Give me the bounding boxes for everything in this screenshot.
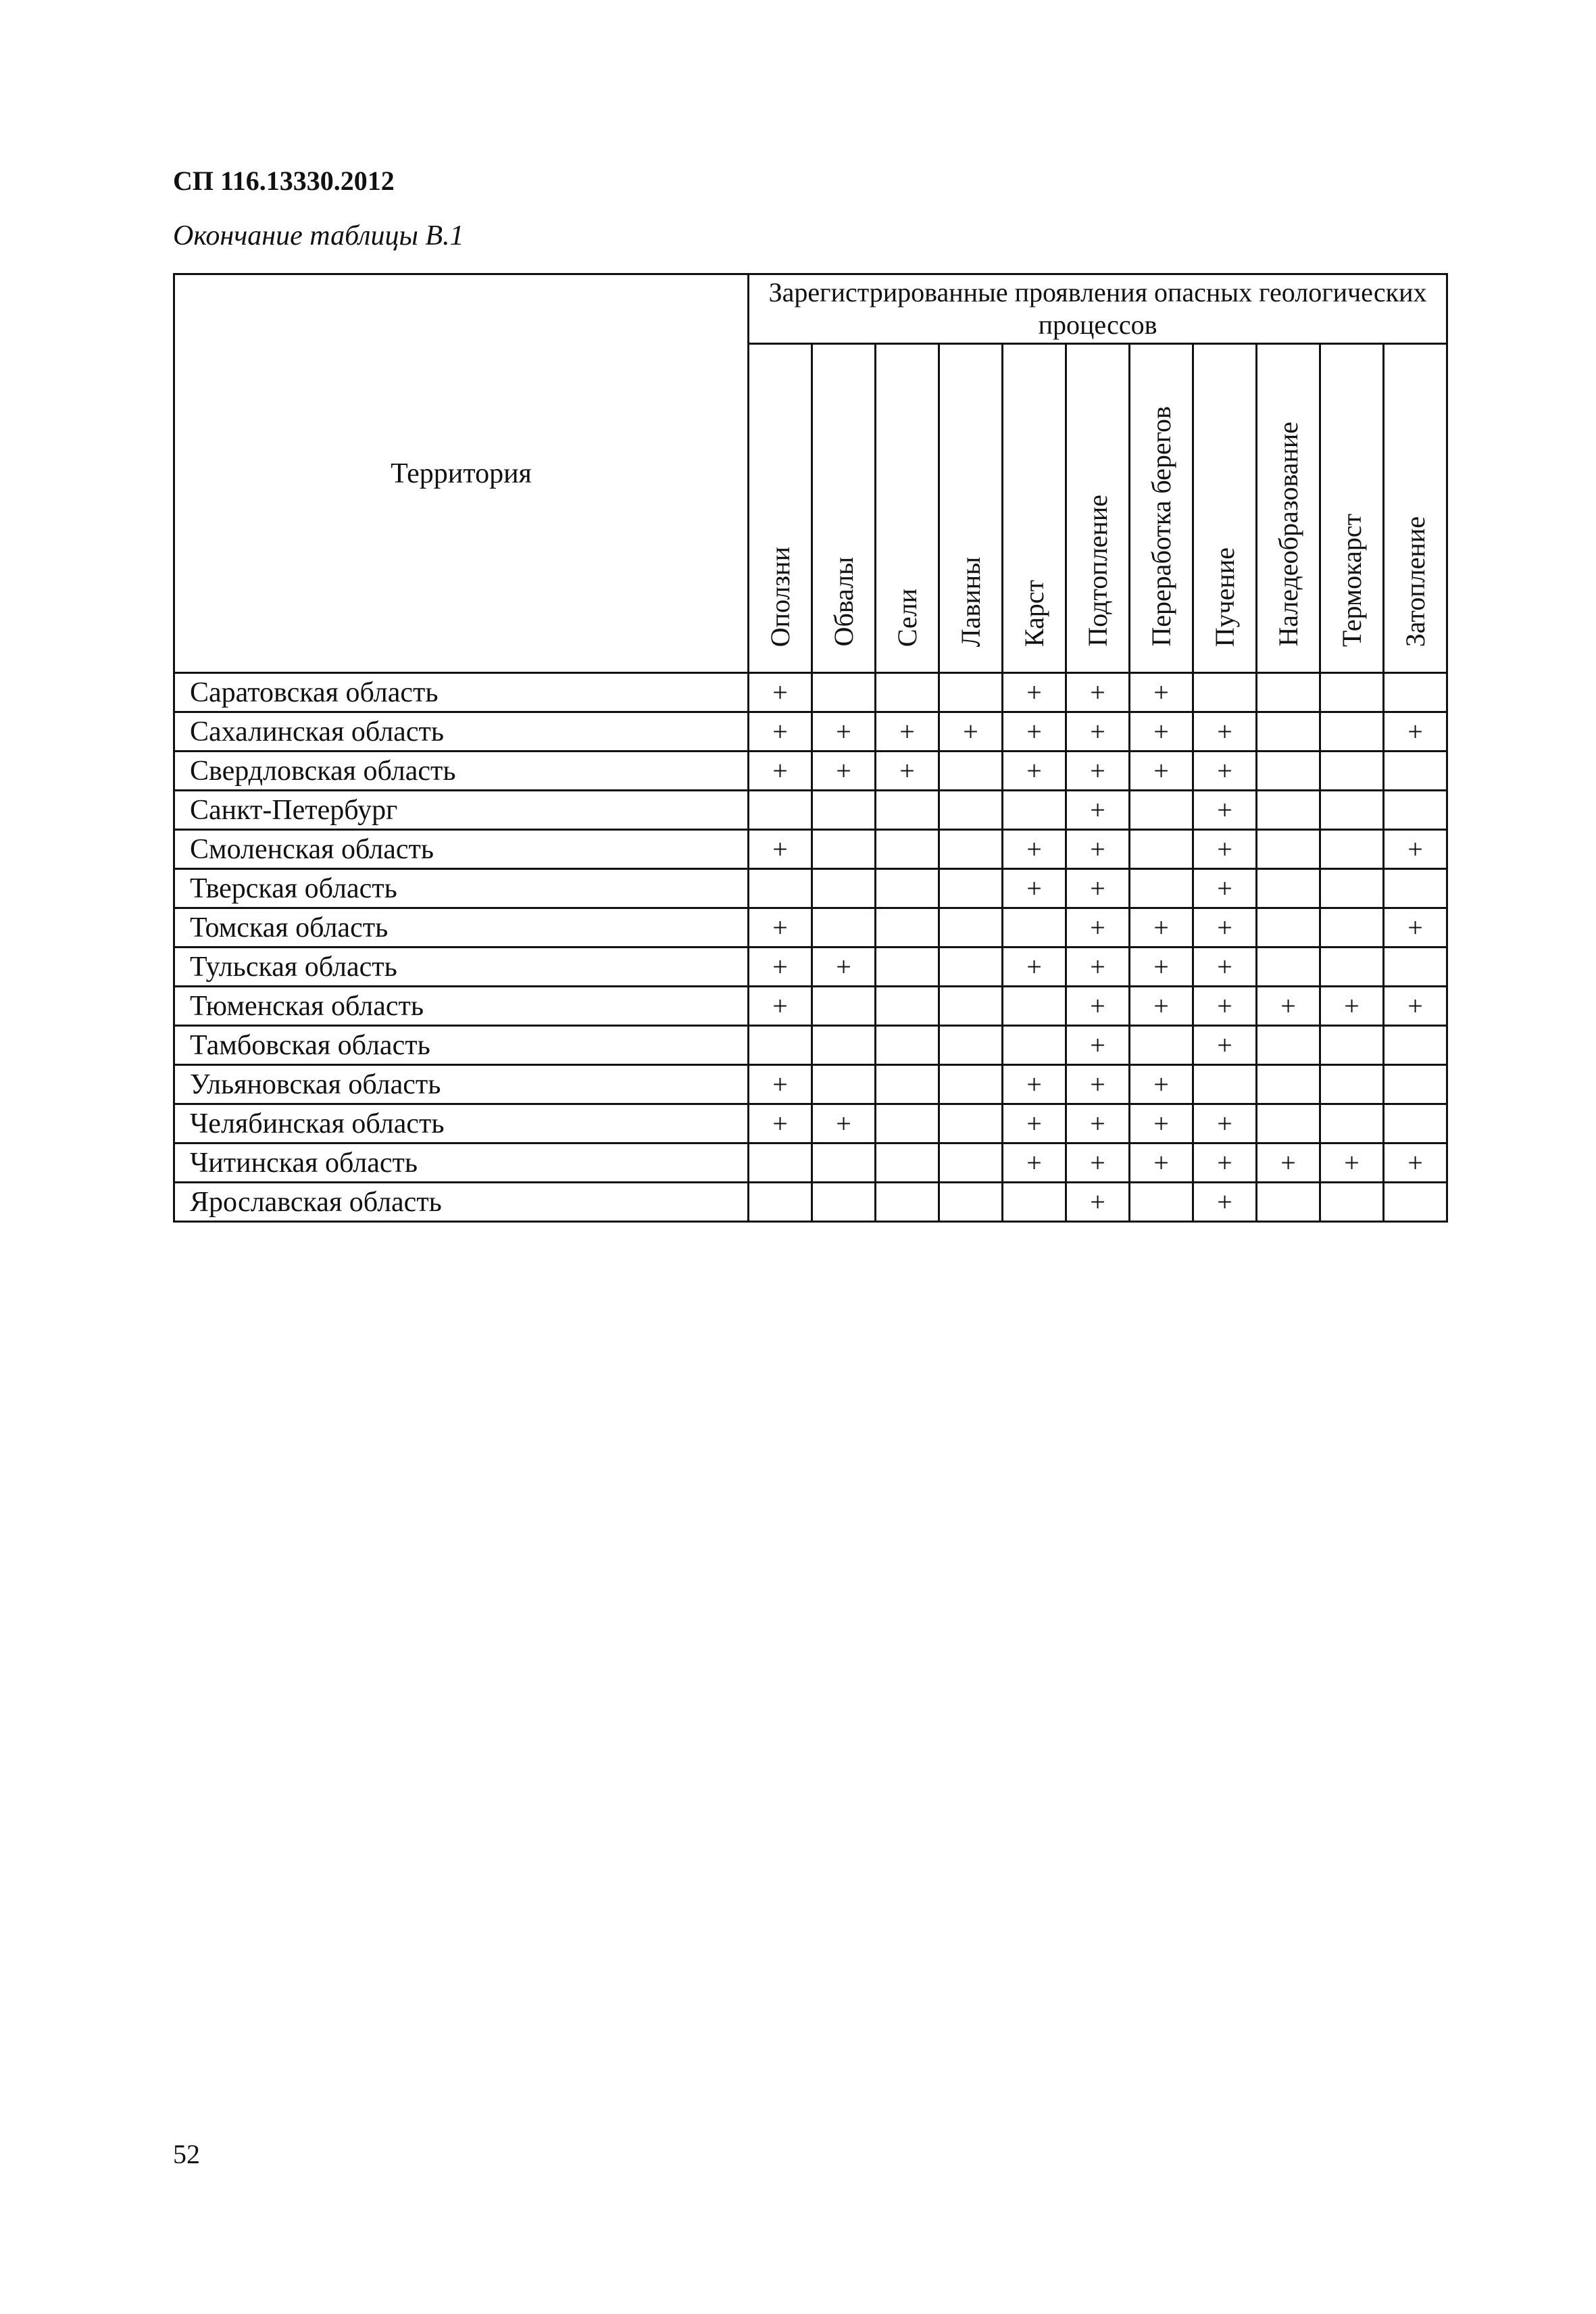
column-header-label: Лавины [955,556,986,647]
mark-cell: + [1066,1026,1130,1065]
mark-cell [749,1026,812,1065]
mark-cell: + [1257,1143,1320,1183]
mark-cell [1384,791,1447,830]
mark-cell [876,830,939,869]
hazard-table [173,273,1448,1223]
column-header [1193,344,1257,673]
column-header-label: Наледеобразование [1272,422,1303,647]
mark-cell [1130,1026,1193,1065]
column-header [939,344,1003,673]
mark-cell [1320,673,1384,712]
mark-cell [1384,1183,1447,1222]
mark-cell: + [749,752,812,791]
mark-cell: + [1193,791,1257,830]
mark-cell [749,1183,812,1222]
mark-cell: + [876,712,939,752]
column-header-label: Оползни [764,546,795,647]
mark-cell: + [1384,987,1447,1026]
mark-cell [939,947,1003,987]
mark-cell [1320,1183,1384,1222]
mark-cell [876,791,939,830]
column-header-label: Карст [1018,579,1049,647]
mark-cell [876,908,939,947]
territory-name: Сахалинская область [174,712,749,752]
mark-cell: + [1003,869,1066,908]
mark-cell: + [1130,947,1193,987]
mark-cell: + [1193,1143,1257,1183]
mark-cell: + [749,712,812,752]
column-header [749,344,812,673]
mark-cell [1193,673,1257,712]
column-header-label: Сели [891,588,922,647]
column-header [1130,344,1193,673]
mark-cell: + [1066,712,1130,752]
mark-cell [876,869,939,908]
mark-cell [1384,1104,1447,1143]
mark-cell [812,1143,876,1183]
mark-cell [812,1026,876,1065]
mark-cell [1257,712,1320,752]
mark-cell: + [1130,1104,1193,1143]
mark-cell: + [812,1104,876,1143]
table-row [174,830,1447,869]
table-row [174,1104,1447,1143]
mark-cell [1257,908,1320,947]
page-number: 52 [173,2139,200,2169]
territory-name: Тульская область [174,947,749,987]
column-header-label: Пучение [1209,547,1240,647]
territory-name: Ярославская область [174,1183,749,1222]
mark-cell: + [1003,673,1066,712]
mark-cell [1384,752,1447,791]
mark-cell [939,987,1003,1026]
mark-cell: + [1257,987,1320,1026]
mark-cell: + [1193,752,1257,791]
mark-cell [749,869,812,908]
mark-cell [876,1143,939,1183]
mark-cell [876,1026,939,1065]
mark-cell [1384,1026,1447,1065]
column-header [1066,344,1130,673]
mark-cell [939,908,1003,947]
mark-cell [876,1104,939,1143]
column-header [812,344,876,673]
mark-cell: + [1130,908,1193,947]
mark-cell [939,791,1003,830]
mark-cell [939,752,1003,791]
mark-cell [749,1143,812,1183]
mark-cell [1130,791,1193,830]
mark-cell [939,869,1003,908]
territory-header: Территория [174,274,749,673]
mark-cell [1003,1026,1066,1065]
mark-cell: + [1130,1065,1193,1104]
mark-cell [1003,1183,1066,1222]
mark-cell [1257,947,1320,987]
mark-cell: + [1066,987,1130,1026]
mark-cell: + [1003,1104,1066,1143]
mark-cell [1384,673,1447,712]
mark-cell: + [876,752,939,791]
mark-cell [1320,752,1384,791]
mark-cell [876,1183,939,1222]
mark-cell: + [1003,1065,1066,1104]
mark-cell [1257,752,1320,791]
mark-cell: + [1130,1143,1193,1183]
mark-cell [1003,987,1066,1026]
column-header-label: Переработка берегов [1145,406,1176,647]
mark-cell: + [1384,908,1447,947]
table-row [174,908,1447,947]
mark-cell [1320,1104,1384,1143]
mark-cell: + [939,712,1003,752]
territory-name: Читинская область [174,1143,749,1183]
mark-cell: + [1130,752,1193,791]
mark-cell: + [1003,752,1066,791]
mark-cell [1384,1065,1447,1104]
mark-cell [1003,908,1066,947]
mark-cell [1130,830,1193,869]
mark-cell: + [1384,1143,1447,1183]
table-row [174,869,1447,908]
column-header [876,344,939,673]
table-caption: Окончание таблицы В.1 [173,220,464,251]
mark-cell: + [749,947,812,987]
column-header [1384,344,1447,673]
territory-name: Томская область [174,908,749,947]
mark-cell [1320,1065,1384,1104]
table-row [174,1026,1447,1065]
column-header-label: Термокарст [1336,513,1367,647]
mark-cell: + [1066,947,1130,987]
mark-cell [1003,791,1066,830]
mark-cell [1130,1183,1193,1222]
mark-cell [939,1183,1003,1222]
mark-cell: + [812,947,876,987]
mark-cell: + [749,908,812,947]
mark-cell: + [1193,1026,1257,1065]
mark-cell [1384,947,1447,987]
mark-cell [876,673,939,712]
table-row [174,791,1447,830]
mark-cell: + [1066,1183,1130,1222]
mark-cell [876,947,939,987]
column-header [1257,344,1320,673]
mark-cell [1257,1104,1320,1143]
mark-cell [1320,869,1384,908]
mark-cell: + [1193,1183,1257,1222]
mark-cell [812,1183,876,1222]
mark-cell: + [812,712,876,752]
mark-cell: + [1384,712,1447,752]
mark-cell: + [1066,869,1130,908]
mark-cell: + [749,1065,812,1104]
mark-cell [1320,947,1384,987]
mark-cell [812,830,876,869]
mark-cell [1257,1065,1320,1104]
mark-cell [812,673,876,712]
mark-cell [812,869,876,908]
table-header [174,274,1447,673]
mark-cell: + [1066,752,1130,791]
mark-cell: + [1320,1143,1384,1183]
mark-cell [939,1026,1003,1065]
territory-name: Тамбовская область [174,1026,749,1065]
mark-cell [939,1065,1003,1104]
mark-cell [1384,869,1447,908]
territory-name: Саратовская область [174,673,749,712]
mark-cell: + [1193,947,1257,987]
mark-cell [939,1104,1003,1143]
mark-cell: + [749,830,812,869]
mark-cell [876,1065,939,1104]
mark-cell: + [1130,987,1193,1026]
mark-cell [1320,908,1384,947]
mark-cell: + [1193,712,1257,752]
mark-cell [812,791,876,830]
mark-cell [1257,673,1320,712]
mark-cell [1257,791,1320,830]
mark-cell: + [1320,987,1384,1026]
mark-cell: + [1193,830,1257,869]
mark-cell: + [1003,1143,1066,1183]
table-row [174,987,1447,1026]
mark-cell: + [1130,712,1193,752]
mark-cell: + [1193,987,1257,1026]
mark-cell: + [812,752,876,791]
mark-cell [1257,1183,1320,1222]
mark-cell: + [1130,673,1193,712]
mark-cell [812,908,876,947]
table-row [174,1065,1447,1104]
mark-cell [939,1143,1003,1183]
mark-cell: + [1066,1065,1130,1104]
mark-cell: + [1193,869,1257,908]
mark-cell: + [749,987,812,1026]
mark-cell: + [1384,830,1447,869]
mark-cell: + [1066,1104,1130,1143]
mark-cell [1130,869,1193,908]
mark-cell [812,987,876,1026]
mark-cell [1320,712,1384,752]
territory-name: Санкт-Петербург [174,791,749,830]
mark-cell: + [1066,791,1130,830]
mark-cell: + [1066,1143,1130,1183]
mark-cell [1320,791,1384,830]
mark-cell [1193,1065,1257,1104]
table-row [174,947,1447,987]
mark-cell: + [1193,1104,1257,1143]
mark-cell: + [749,1104,812,1143]
territory-name: Челябинская область [174,1104,749,1143]
table-row [174,1183,1447,1222]
mark-cell: + [1066,908,1130,947]
mark-cell: + [1066,673,1130,712]
column-header-label: Обвалы [828,557,859,647]
mark-cell [1257,1026,1320,1065]
mark-cell [1320,830,1384,869]
mark-cell [939,830,1003,869]
column-header [1320,344,1384,673]
territory-name: Тверская область [174,869,749,908]
document-code: СП 116.13330.2012 [173,166,395,196]
column-header [1003,344,1066,673]
column-header-label: Подтопление [1082,495,1113,647]
mark-cell: + [1003,712,1066,752]
territory-name: Ульяновская область [174,1065,749,1104]
territory-name: Тюменская область [174,987,749,1026]
column-header-label: Затопление [1399,516,1430,647]
mark-cell [876,987,939,1026]
table-row [174,673,1447,712]
mark-cell: + [1003,830,1066,869]
territory-name: Смоленская область [174,830,749,869]
mark-cell [939,673,1003,712]
group-header: Зарегистрированные проявления опасных геологических процессов [749,274,1447,344]
table-body [174,673,1447,1222]
mark-cell [1320,1026,1384,1065]
mark-cell: + [749,673,812,712]
table-row [174,752,1447,791]
mark-cell [812,1065,876,1104]
territory-name: Свердловская область [174,752,749,791]
mark-cell [1257,869,1320,908]
mark-cell [749,791,812,830]
mark-cell [1257,830,1320,869]
table-row [174,712,1447,752]
mark-cell: + [1066,830,1130,869]
table-row [174,1143,1447,1183]
mark-cell: + [1193,908,1257,947]
mark-cell: + [1003,947,1066,987]
